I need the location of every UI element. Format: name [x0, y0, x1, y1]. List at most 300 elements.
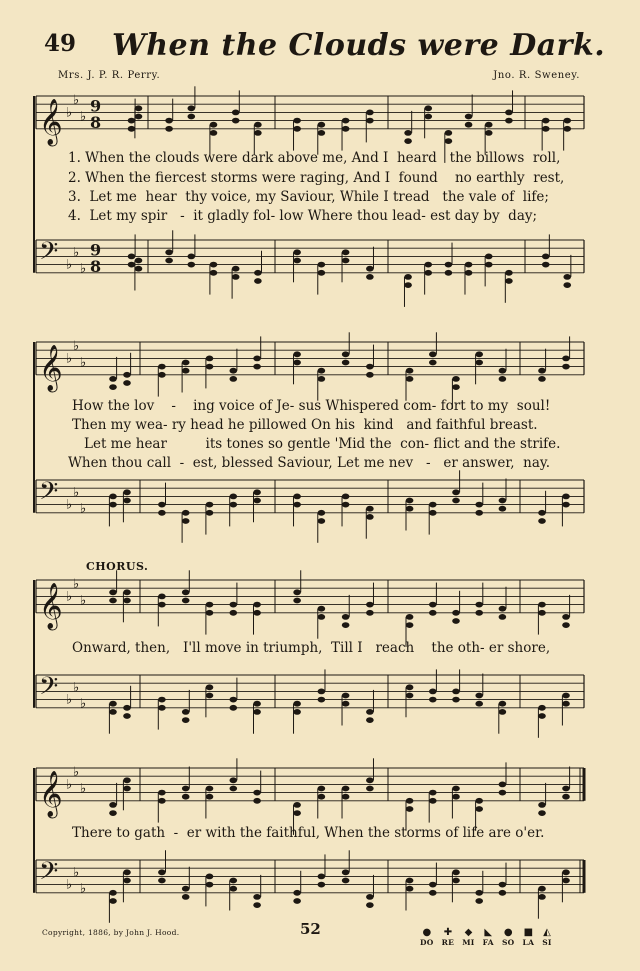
note-head-icon [366, 110, 374, 116]
note-head-icon [406, 622, 414, 628]
note-head-icon [230, 368, 238, 374]
note-head-icon [366, 274, 374, 280]
note-head-icon [404, 130, 412, 136]
note-head-icon [406, 376, 414, 382]
note-head-icon [230, 376, 238, 382]
note-head-icon [452, 384, 460, 390]
note-head-icon [429, 882, 437, 888]
note-head-icon [452, 610, 460, 616]
note-head-icon [135, 114, 143, 120]
note-head-icon [188, 262, 196, 268]
note-head-icon [366, 902, 374, 908]
note-head-icon [182, 794, 190, 800]
note-head-icon [123, 598, 131, 604]
solfege-item [420, 928, 434, 947]
note-head-icon [505, 270, 513, 276]
note-head-icon [128, 118, 136, 124]
note-head-icon [445, 138, 453, 144]
note-head-icon [429, 602, 437, 608]
note-head-icon [230, 697, 238, 703]
note-head-icon [206, 882, 214, 888]
flat-sign-icon: ♭ [73, 339, 80, 355]
note-head-icon [366, 364, 374, 370]
flat-sign-icon: ♭ [66, 105, 73, 121]
note-head-icon [182, 589, 190, 595]
hymn-number: 49 [44, 30, 77, 57]
bass-clef-icon: 𝄢 [39, 237, 59, 272]
solfege-syllable: DO [420, 938, 434, 947]
note-head-icon [318, 262, 326, 268]
note-head-icon [182, 894, 190, 900]
note-head-icon [253, 489, 261, 495]
note-head-icon [123, 777, 131, 783]
note-head-icon [232, 118, 240, 124]
note-head-icon [158, 602, 166, 608]
note-head-icon [404, 282, 412, 288]
note-head-icon [366, 514, 374, 520]
note-head-icon [182, 368, 190, 374]
note-head-icon [182, 518, 190, 524]
note-head-icon [318, 882, 326, 888]
note-head-icon [253, 610, 261, 616]
note-head-icon [366, 372, 374, 378]
note-head-icon [135, 266, 143, 272]
solfege-syllable: SI [542, 938, 552, 947]
note-head-icon [475, 602, 483, 608]
note-head-icon [499, 790, 507, 796]
note-head-icon [230, 705, 238, 711]
verse-4-line-2: When thou call - est, blessed Saviour, Let me nev - er answer, nay. [68, 455, 551, 471]
note-head-icon [562, 869, 570, 875]
solfege-shape-icon: ● [422, 927, 432, 938]
time-signature-top: 9 [90, 96, 102, 116]
flat-sign-icon: ♭ [73, 865, 80, 881]
verse-1-line-1: 1. When the clouds were dark above me, And I heard the billows roll, [68, 150, 561, 166]
note-head-icon [182, 510, 190, 516]
note-head-icon [563, 118, 571, 124]
note-head-icon [206, 610, 214, 616]
flat-sign-icon: ♭ [66, 589, 73, 605]
note-head-icon [232, 110, 240, 116]
author-credit: Mrs. J. P. R. Perry. [58, 70, 161, 81]
note-head-icon [318, 122, 326, 128]
note-head-icon [505, 110, 513, 116]
note-head-icon [429, 351, 437, 357]
note-head-icon [206, 356, 214, 362]
note-head-icon [206, 502, 214, 508]
note-head-icon [165, 249, 173, 255]
note-head-icon [293, 351, 301, 357]
verse-2-line-2: Then my wea- ry head he pillowed On his kind and faithful breast. [72, 417, 538, 433]
note-head-icon [366, 709, 374, 715]
note-head-icon [424, 270, 432, 276]
note-head-icon [293, 890, 301, 896]
note-head-icon [342, 622, 350, 628]
note-head-icon [230, 610, 238, 616]
note-head-icon [109, 598, 117, 604]
note-head-icon [165, 118, 173, 124]
note-head-icon [342, 118, 350, 124]
note-head-icon [318, 606, 326, 612]
note-head-icon [182, 786, 190, 792]
note-head-icon [123, 705, 131, 711]
note-head-icon [342, 502, 350, 508]
note-head-icon [318, 130, 326, 136]
note-head-icon [465, 270, 473, 276]
note-head-icon [452, 489, 460, 495]
note-head-icon [254, 278, 262, 284]
note-head-icon [123, 380, 131, 386]
note-head-icon [230, 777, 238, 783]
note-head-icon [499, 368, 507, 374]
solfege-syllable: MI [462, 938, 475, 947]
flat-sign-icon: ♭ [80, 355, 87, 371]
note-head-icon [253, 709, 261, 715]
solfege-shape-icon: ✚ [443, 927, 453, 938]
treble-clef-icon: 𝄞 [39, 344, 63, 391]
note-head-icon [538, 610, 546, 616]
note-head-icon [542, 254, 550, 260]
note-head-icon [253, 356, 261, 362]
note-head-icon [253, 364, 261, 370]
note-head-icon [293, 494, 301, 500]
note-head-icon [293, 360, 301, 366]
note-head-icon [253, 798, 261, 804]
note-head-icon [206, 786, 214, 792]
note-head-icon [499, 882, 507, 888]
note-head-icon [123, 713, 131, 719]
note-head-icon [165, 126, 173, 132]
note-head-icon [230, 502, 238, 508]
note-head-icon [475, 798, 483, 804]
note-head-icon [342, 360, 350, 366]
note-head-icon [429, 697, 437, 703]
note-head-icon [123, 869, 131, 875]
note-head-icon [158, 705, 166, 711]
verse-3-line-2: Let me hear its tones so gentle 'Mid the con- flict and the strife. [84, 436, 561, 452]
flat-sign-icon: ♭ [66, 497, 73, 513]
note-head-icon [538, 510, 546, 516]
note-head-icon [452, 697, 460, 703]
note-head-icon [562, 693, 570, 699]
note-head-icon [563, 282, 571, 288]
note-head-icon [406, 506, 414, 512]
note-head-icon [366, 717, 374, 723]
flat-sign-icon: ♭ [66, 692, 73, 708]
flat-sign-icon: ♭ [80, 261, 87, 277]
note-head-icon [538, 368, 546, 374]
note-head-icon [485, 122, 493, 128]
note-head-icon [293, 810, 301, 816]
note-head-icon [366, 894, 374, 900]
note-head-icon [123, 878, 131, 884]
note-head-icon [253, 894, 261, 900]
note-head-icon [366, 786, 374, 792]
note-head-icon [366, 506, 374, 512]
note-head-icon [206, 794, 214, 800]
verse-2-line-1: 2. When the fiercest storms were raging, And I found no earthly rest, [68, 170, 565, 186]
note-head-icon [109, 709, 117, 715]
note-head-icon [499, 701, 507, 707]
note-head-icon [109, 589, 117, 595]
note-head-icon [135, 258, 143, 264]
note-head-icon [253, 602, 261, 608]
solfege-item [442, 928, 455, 947]
bass-clef-icon: 𝄢 [39, 672, 59, 707]
note-head-icon [182, 360, 190, 366]
note-head-icon [499, 498, 507, 504]
verse-1-line-2: How the lov - ing voice of Je- sus Whispered com- fort to my soul! [72, 398, 551, 414]
note-head-icon [499, 506, 507, 512]
note-head-icon [318, 697, 326, 703]
note-head-icon [342, 249, 350, 255]
note-head-icon [128, 126, 136, 132]
solfege-shape-icon: ■ [523, 927, 534, 938]
note-head-icon [475, 806, 483, 812]
note-head-icon [562, 502, 570, 508]
note-head-icon [538, 894, 546, 900]
note-head-icon [499, 376, 507, 382]
note-head-icon [318, 794, 326, 800]
note-head-icon [538, 376, 546, 382]
note-head-icon [182, 886, 190, 892]
note-head-icon [158, 372, 166, 378]
flat-sign-icon: ♭ [73, 93, 80, 109]
note-head-icon [406, 614, 414, 620]
solfege-shape-icon: ● [503, 927, 513, 938]
note-head-icon [465, 122, 473, 128]
note-head-icon [109, 890, 117, 896]
note-head-icon [538, 713, 546, 719]
note-head-icon [188, 114, 196, 120]
note-head-icon [538, 810, 546, 816]
time-signature-bottom: 8 [90, 256, 102, 276]
page-number: 52 [300, 920, 321, 938]
note-head-icon [406, 684, 414, 690]
note-head-icon [230, 494, 238, 500]
solfege-syllable: FA [482, 938, 494, 947]
flat-sign-icon: ♭ [80, 501, 87, 517]
note-head-icon [293, 598, 301, 604]
note-head-icon [342, 494, 350, 500]
note-head-icon [109, 701, 117, 707]
flat-sign-icon: ♭ [73, 680, 80, 696]
note-head-icon [109, 376, 117, 382]
note-head-icon [445, 130, 453, 136]
note-head-icon [158, 364, 166, 370]
time-signature-bottom: 8 [90, 112, 102, 132]
note-head-icon [505, 118, 513, 124]
note-head-icon [342, 701, 350, 707]
note-head-icon [562, 614, 570, 620]
note-head-icon [109, 898, 117, 904]
note-head-icon [188, 254, 196, 260]
note-head-icon [293, 701, 301, 707]
note-head-icon [342, 614, 350, 620]
note-head-icon [109, 384, 117, 390]
note-head-icon [206, 602, 214, 608]
note-head-icon [445, 270, 453, 276]
note-head-icon [293, 502, 301, 508]
note-head-icon [109, 810, 117, 816]
solfege-syllable: RE [441, 938, 455, 947]
note-head-icon [188, 105, 196, 111]
solfege-item [523, 928, 535, 947]
note-head-icon [475, 701, 483, 707]
note-head-icon [475, 693, 483, 699]
note-head-icon [318, 689, 326, 695]
note-head-icon [253, 498, 261, 504]
note-head-icon [538, 705, 546, 711]
note-head-icon [318, 518, 326, 524]
note-head-icon [253, 902, 261, 908]
note-head-icon [158, 502, 166, 508]
note-head-icon [562, 786, 570, 792]
note-head-icon [499, 614, 507, 620]
note-head-icon [123, 372, 131, 378]
note-head-icon [254, 122, 262, 128]
note-head-icon [254, 270, 262, 276]
note-head-icon [206, 510, 214, 516]
note-head-icon [366, 602, 374, 608]
bass-clef-icon: 𝄢 [39, 477, 59, 512]
note-head-icon [342, 878, 350, 884]
note-head-icon [505, 278, 513, 284]
note-head-icon [429, 790, 437, 796]
note-head-icon [230, 886, 238, 892]
note-head-icon [404, 138, 412, 144]
note-head-icon [475, 898, 483, 904]
note-head-icon [424, 105, 432, 111]
note-head-icon [366, 118, 374, 124]
note-head-icon [406, 693, 414, 699]
solfege-shape-icon: ◆ [464, 927, 473, 938]
note-head-icon [158, 878, 166, 884]
note-head-icon [542, 118, 550, 124]
note-head-icon [293, 898, 301, 904]
note-head-icon [206, 364, 214, 370]
note-head-icon [206, 693, 214, 699]
note-head-icon [210, 122, 218, 128]
flat-sign-icon: ♭ [66, 877, 73, 893]
solfege-shape-icon: ◭ [543, 927, 551, 938]
note-head-icon [542, 262, 550, 268]
verse-4-line-1: 4. Let my spir - it gladly fol- low Where thou lead- est day by day; [68, 208, 538, 224]
note-head-icon [406, 798, 414, 804]
note-head-icon [293, 126, 301, 132]
note-head-icon [318, 874, 326, 880]
note-head-icon [563, 126, 571, 132]
note-head-icon [366, 266, 374, 272]
note-head-icon [318, 510, 326, 516]
note-head-icon [424, 114, 432, 120]
note-head-icon [318, 368, 326, 374]
note-head-icon [158, 510, 166, 516]
note-head-icon [158, 790, 166, 796]
solfege-syllable: SO [501, 938, 515, 947]
treble-clef-icon: 𝄞 [39, 98, 63, 145]
note-head-icon [452, 794, 460, 800]
note-head-icon [109, 502, 117, 508]
note-head-icon [452, 689, 460, 695]
note-head-icon [182, 709, 190, 715]
note-head-icon [230, 786, 238, 792]
note-head-icon [465, 262, 473, 268]
note-head-icon [342, 126, 350, 132]
note-head-icon [293, 709, 301, 715]
note-head-icon [210, 130, 218, 136]
note-head-icon [123, 589, 131, 595]
note-head-icon [429, 360, 437, 366]
treble-clef-icon: 𝄞 [39, 582, 63, 629]
solfege-item [462, 928, 474, 947]
note-head-icon [128, 254, 136, 260]
note-head-icon [123, 498, 131, 504]
bass-clef-icon: 𝄢 [39, 857, 59, 892]
note-head-icon [318, 270, 326, 276]
note-head-icon [109, 494, 117, 500]
note-head-icon [342, 351, 350, 357]
flat-sign-icon: ♭ [73, 245, 80, 261]
note-head-icon [123, 786, 131, 792]
chorus-label: CHORUS. [86, 560, 149, 573]
flat-sign-icon: ♭ [73, 765, 80, 781]
solfege-legend [420, 928, 552, 947]
solfege-item [542, 928, 552, 947]
note-head-icon [123, 489, 131, 495]
note-head-icon [475, 510, 483, 516]
note-head-icon [485, 262, 493, 268]
solfege-syllable: LA [522, 938, 535, 947]
note-head-icon [293, 249, 301, 255]
note-head-icon [538, 518, 546, 524]
note-head-icon [158, 798, 166, 804]
note-head-icon [230, 878, 238, 884]
note-head-icon [158, 697, 166, 703]
flat-sign-icon: ♭ [80, 696, 87, 712]
chorus-line-2: There to gath - er with the faithful, When the storms of life are o'er. [72, 825, 545, 841]
note-head-icon [452, 618, 460, 624]
note-head-icon [429, 890, 437, 896]
note-head-icon [475, 890, 483, 896]
note-head-icon [293, 118, 301, 124]
hymn-title: When the Clouds were Dark. [112, 28, 606, 63]
note-head-icon [206, 684, 214, 690]
note-head-icon [230, 602, 238, 608]
note-head-icon [475, 360, 483, 366]
note-head-icon [342, 794, 350, 800]
note-head-icon [404, 274, 412, 280]
note-head-icon [563, 274, 571, 280]
note-head-icon [465, 114, 473, 120]
flat-sign-icon: ♭ [66, 257, 73, 273]
note-head-icon [562, 794, 570, 800]
solfege-item [483, 928, 494, 947]
note-head-icon [424, 262, 432, 268]
note-head-icon [342, 693, 350, 699]
note-head-icon [406, 878, 414, 884]
note-head-icon [406, 806, 414, 812]
note-head-icon [253, 790, 261, 796]
note-head-icon [342, 786, 350, 792]
copyright-notice: Copyright, 1886, by John J. Hood. [42, 928, 180, 937]
note-head-icon [562, 878, 570, 884]
note-head-icon [366, 777, 374, 783]
note-head-icon [318, 376, 326, 382]
chorus-line-1: Onward, then, I'll move in triumph, Till I reach the oth- er shore, [72, 640, 551, 656]
note-head-icon [253, 701, 261, 707]
flat-sign-icon: ♭ [80, 109, 87, 125]
